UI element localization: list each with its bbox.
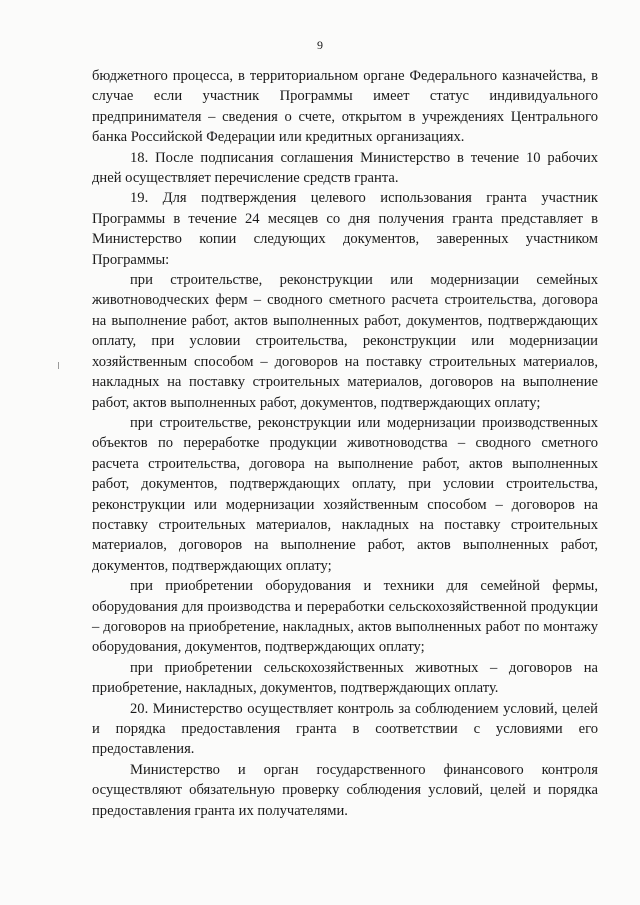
paragraph-item-20: 20. Министерство осуществляет контроль за соблюдением условий, целей и порядка предоставления гранта в соответствии с условиями его предоставления. [92,700,598,758]
paragraph-equipment-purchase: при приобретении оборудования и техники для семейной фермы, оборудования для производства и переработки сельскохозяйственной продукции – договоров на приобретение, накладных, актов выполненных работ по монтажу оборудования, документов, подтверждающих оплату; [92,578,598,656]
document-body [92,66,598,821]
page-number: 9 [317,38,323,52]
paragraph-continuation: бюджетного процесса, в территориальном органе Федерального казначейства, в случае если участник Программы имеет статус индивидуального предпринимателя – сведения о счете, открытом в учреждениях Центрального банка Российской Федерации или кредитных организациях. [92,68,598,146]
paragraph-financial-control: Министерство и орган государственного финансового контроля осуществляют обязательную проверку соблюдения условий, целей и порядка предоставления гранта их получателями. [92,761,598,819]
paragraph-processing-facilities: при строительстве, реконструкции или модернизации производственных объектов по переработке продукции животноводства – сводного сметного расчета строительства, договора на выполнение работ, актов выполненных работ, документов, подтверждающих оплату, при условии строительства, реконструкции или модернизации хозяйственным способом – договоров на поставку строительных материалов, накладных на поставку строительных материалов, договоров на выполнение работ, актов выполненных работ, документов, подтверждающих оплату; [92,414,598,574]
scan-artifact [58,362,59,369]
paragraph-farm-construction: при строительстве, реконструкции или модернизации семейных животноводческих ферм – сводного сметного расчета строительства, договора на выполнение работ, актов выполненных работ, документов, подтверждающих оплату, при условии строительства, реконструкции или модернизации хозяйственным способом – договоров на поставку строительных материалов, накладных на поставку строительных материалов, договоров на выполнение работ, актов выполненных работ, документов, подтверждающих оплату; [92,272,598,411]
paragraph-item-18: 18. После подписания соглашения Министерство в течение 10 рабочих дней осуществляет перечисление средств гранта. [92,149,598,187]
paragraph-item-19: 19. Для подтверждения целевого использования гранта участник Программы в течение 24 месяцев со дня получения гранта представляет в Министерство копии следующих документов, заверенных участником Программы: [92,190,598,268]
paragraph-livestock-purchase: при приобретении сельскохозяйственных животных – договоров на приобретение, накладных, документов, подтверждающих оплату. [92,659,598,697]
